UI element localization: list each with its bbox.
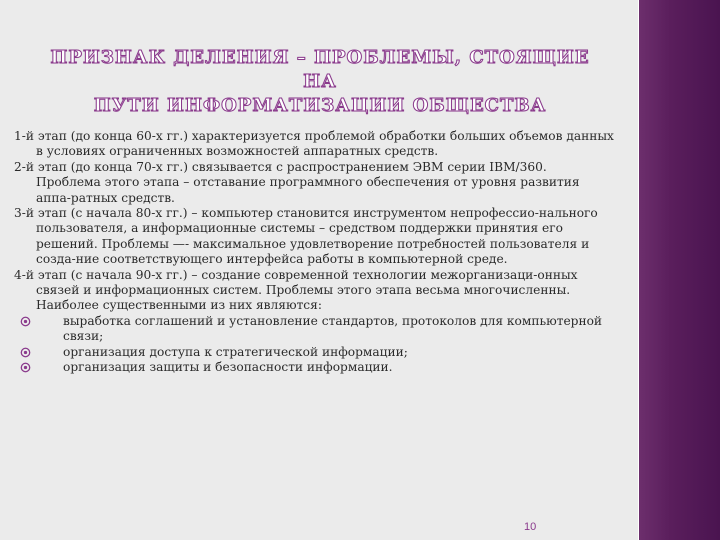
bullet-item-3 <box>14 360 614 375</box>
ring-bullet-icon <box>20 316 31 327</box>
bullet-text-1: выработка соглашений и установление стандартов, протоколов для компьютерной связи; <box>63 313 603 344</box>
slide-title <box>40 46 600 118</box>
bullet-text-3: организация защиты и безопасности информации. <box>63 360 393 375</box>
side-band <box>638 0 720 540</box>
stage-paragraph-3: 3-й этап (с начала 80-х гг.) – компьютер становится инструментом непрофессио-нального пользователя, а информационные системы – средством поддержки принятия его решений. Проблемы —- максимальное удовлетворение потребностей пользователя и созда-ние соответствующего интерфейса работы в компьютерной среде. <box>14 206 598 267</box>
stage-paragraph-2: 2-й этап (до конца 70-х гг.) связывается с распространением ЭВМ серии IBM/360. Проблема этого этапа – отставание программного обеспечения от уровня развития аппа-ратных средств. <box>14 159 580 205</box>
slide-title-line-1: ПРИЗНАК ДЕЛЕНИЯ – ПРОБЛЕМЫ, СТОЯЩИЕ НА <box>50 47 590 92</box>
bullet-text-2: организация доступа к стратегической информации; <box>63 344 408 359</box>
ring-bullet-icon <box>20 347 31 358</box>
page-number: 10 <box>524 521 537 533</box>
bullet-item-2 <box>14 345 614 360</box>
slide-body <box>14 129 614 376</box>
slide-title-line-2: ПУТИ ИНФОРМАТИЗАЦИИ ОБЩЕСТВА <box>93 95 547 116</box>
stage-paragraph-1: 1-й этап (до конца 60-х гг.) характеризуется проблемой обработки больших объемов данных в условиях ограниченных возможностей аппаратных средств. <box>14 129 614 159</box>
stage-paragraph-4: 4-й этап (с начала 90-х гг.) – создание современной технологии межорганизаци-онных связей и информационных систем. Проблемы этого этапа весьма многочисленны. Наиболее существенными из них являются: <box>14 267 578 313</box>
ring-bullet-icon <box>20 362 31 373</box>
bullet-item-1 <box>14 314 614 345</box>
side-divider-line <box>638 0 639 540</box>
